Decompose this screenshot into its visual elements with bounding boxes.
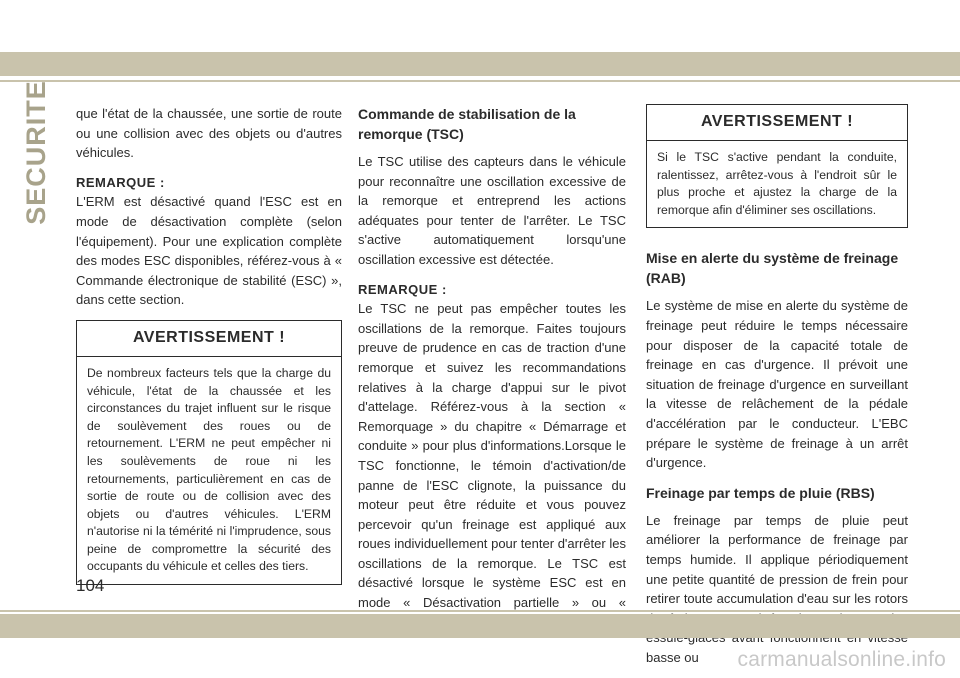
warning-box xyxy=(76,320,342,585)
note-label: REMARQUE : xyxy=(76,174,165,190)
warning-title: AVERTISSEMENT ! xyxy=(647,105,907,141)
paragraph: Le TSC utilise des capteurs dans le véhicule pour reconnaître une oscillation excessive de la remorque et entreprend les actions adéquates pour tenter de l'arrêter. Le TSC s'active automatiquement lorsqu'une oscillation excessive est détectée. xyxy=(358,154,626,267)
footer-band xyxy=(0,614,960,638)
column-3 xyxy=(646,104,908,677)
note-label: REMARQUE : xyxy=(358,281,447,297)
footer-rule xyxy=(0,610,960,612)
column-2 xyxy=(358,104,626,642)
paragraph: que l'état de la chaussée, une sortie de route ou une collision avec des objets ou d'autres véhicules. xyxy=(76,106,342,161)
page-number: 104 xyxy=(76,576,105,595)
watermark: carmanualsonline.info xyxy=(737,648,946,671)
column-1 xyxy=(76,104,342,585)
section-tab xyxy=(12,79,60,225)
warning-title: AVERTISSEMENT ! xyxy=(77,321,341,357)
section-heading: Freinage par temps de pluie (RBS) xyxy=(646,484,875,501)
warning-text: De nombreux facteurs tels que la charge du véhicule, l'état de la chaussée et les circonstances du trajet influent sur le risque de soulèvement des roues ou de retournement. L'ERM ne peut empêcher ni les soulèvements de roue ni les retournements, particulièrement en cas de sortie de route ou de collision avec des objets ou d'autres véhicules. L'ERM n'autorise ni la témérité ni l'imprudence, sous peine de compromettre la sécurité des occupants du véhicule et celles des tiers. xyxy=(87,365,331,574)
section-tab-label: SECURITE xyxy=(20,79,51,225)
section-heading: Mise en alerte du système de freinage (RAB) xyxy=(646,250,899,287)
section-heading: Commande de stabilisation de la remorque (TSC) xyxy=(358,106,576,142)
paragraph: Le système de mise en alerte du système de freinage peut réduire le temps nécessaire pour disposer de la capacité totale de freinage en cas d'urgence. Il prévoit une situation de freinage d'urgence en surveillant la vitesse de relâchement de la pédale d'accélération par le conducteur. L'EBC prépare le système de freinage à un arrêt d'urgence. xyxy=(646,298,908,471)
paragraph: Le freinage par temps de pluie peut améliorer la performance de freinage par temps humide. Il applique périodiquement une petite quantité de pression de frein pour retirer toute accumulation d'eau sur les rotors basse ou xyxy=(646,512,908,665)
note-text: Le TSC ne peut pas empêcher toutes les oscillations de la remorque. Faites toujours preuve de prudence en cas de traction d'une remorque et suivez les recommandations relatives à la charge d'appui sur le pivot d'attelage. Référez-vous à la section « Remorquage » du chapitre « Démarrage et conduite » pour plus d'informations.Lorsque le TSC fonctionne, le témoin d'activation/de panne de l'ESC clignote, la puissance du moteur peut être réduite et vous pouvez percevoir qu'un freinage est appliqué aux roues individuellement pour tenter d'arrêter les oscillations de la remorque. Le TSC est désactivé lorsque le système ESC est en mode « Désactivation partielle » ou « xyxy=(358,301,626,611)
note-text: L'ERM est désactivé quand l'ESC est en mode de désactivation complète (selon l'équipement). Pour une explication complète des modes ESC disponibles, référez-vous à « Commande électronique de stabilité (ESC) », dans cette section. xyxy=(76,194,342,308)
header-rule xyxy=(0,80,960,82)
warning-text: Si le TSC s'active pendant la conduite, ralentissez, arrêtez-vous à l'endroit sûr le plus proche et ajustez la charge de la remorque afin d'éliminer ses oscillations. xyxy=(657,150,897,217)
header-band xyxy=(0,52,960,76)
warning-box xyxy=(646,104,908,228)
